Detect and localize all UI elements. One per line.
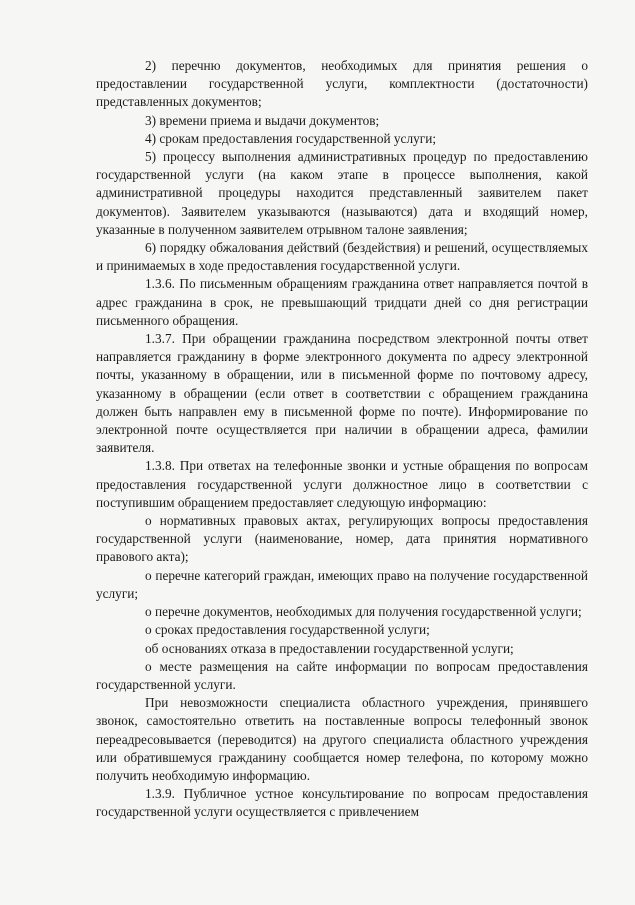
paragraph: 5) процессу выполнения административных процедур по предоставлению государственной услуги (на каком этапе в процессе выполнения, какой административной процедуры находится представленный заявителем пакет документов). Заявителем указываются (называются) дата и входящий номер, указанные в полученном заявителем отрывном талоне заявления; [96,149,588,237]
paragraph: об основаниях отказа в предоставлении государственной услуги; [145,640,514,656]
paragraph: 1.3.8. При ответах на телефонные звонки и устные обращения по вопросам предоставления государственной услуги должностное лицо в соответствии с поступившим обращением предоставляет следующую информацию: [96,458,588,510]
paragraph: 1.3.7. При обращении гражданина посредством электронной почты ответ направляется гражданину в форме электронного документа по адресу электронной почты, указанному в обращении, или в письменной форме по почтовому адресу, указанному в обращении (если ответ в соответствии с обращением гражданина должен быть направлен ему в письменной форме по почте). Информирование по электронной почте осуществляется при наличии в обращении адреса, фамилии заявителя. [96,331,588,456]
paragraph: При невозможности специалиста областного учреждения, принявшего звонок, самостоятельно ответить на поставленные вопросы телефонный звонок переадресовывается (переводится) на другого специалиста областного учреждения или обратившемуся гражданину сообщается номер телефона, по которому можно получить необходимую информацию. [96,695,588,783]
paragraph: о месте размещения на сайте информации по вопросам предоставления государственной услуги. [96,658,588,692]
paragraph: 2) перечню документов, необходимых для принятия решения о предоставлении государственной услуги, комплектности (достаточности) представленных документов; [96,58,588,110]
paragraph: 1.3.6. По письменным обращениям гражданина ответ направляется почтой в адрес гражданина в срок, не превышающий тридцати дней со дня регистрации письменного обращения. [96,276,588,328]
paragraph: о нормативных правовых актах, регулирующих вопросы предоставления государственной услуги (наименование, номер, дата принятия нормативного правового акта); [96,513,588,565]
paragraph: о сроках предоставления государственной услуги; [145,622,430,638]
paragraph: о перечне документов, необходимых для получения государственной услуги; [145,604,582,620]
paragraph: 4) срокам предоставления государственной услуги; [145,130,437,146]
paragraph: о перечне категорий граждан, имеющих право на получение государственной услуги; [96,567,588,601]
paragraph: 6) порядку обжалования действий (бездействия) и решений, осуществляемых и принимаемых в ходе предоставления государственной услуги. [96,240,588,274]
paragraph: 1.3.9. Публичное устное консультирование по вопросам предоставления государственной услуги осуществляется с привлечением [96,786,588,820]
document-body [96,57,588,822]
paragraph: 3) времени приема и выдачи документов; [145,112,380,128]
